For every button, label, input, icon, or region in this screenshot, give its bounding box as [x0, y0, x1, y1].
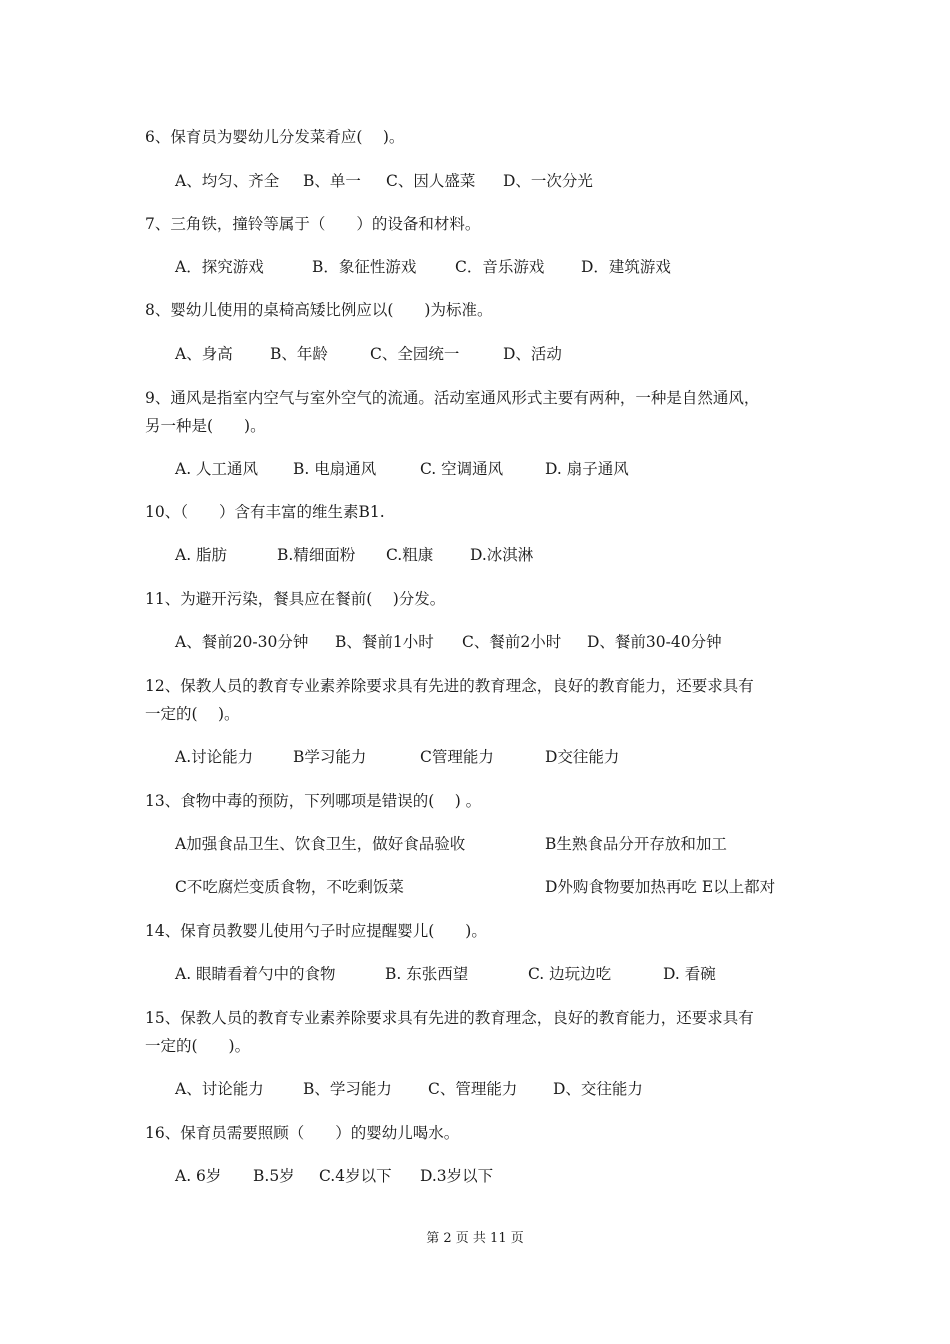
option-c: C．音乐游戏: [455, 258, 545, 276]
option-a: A、餐前20-30分钟: [175, 633, 309, 651]
option-c: C管理能力: [420, 748, 494, 766]
question-16-stem: 16、保育员需要照顾（ ）的婴幼儿喝水。: [145, 1124, 460, 1142]
option-d: D.3岁以下: [420, 1167, 494, 1185]
question-10-stem: 10、（ ）含有丰富的维生素B1.: [145, 503, 385, 521]
option-b: B．象征性游戏: [312, 258, 417, 276]
option-b: B、餐前1小时: [335, 633, 434, 651]
question-12-stem-line-1: 12、保教人员的教育专业素养除要求具有先进的教育理念，良好的教育能力，还要求具有: [145, 677, 754, 695]
option-a: A、均匀、齐全: [175, 172, 280, 190]
question-11-stem: 11、为避开污染，餐具应在餐前( )分发。: [145, 590, 446, 608]
option-c: C、餐前2小时: [462, 633, 562, 651]
option-b: B生熟食品分开存放和加工: [545, 835, 727, 853]
question-9-stem-line-1: 9、通风是指室内空气与室外空气的流通。活动室通风形式主要有两种，一种是自然通风，: [145, 389, 760, 407]
option-a: A. 脂肪: [175, 546, 228, 564]
option-c: C.4岁以下: [319, 1167, 392, 1185]
question-14-stem: 14、保育员教婴儿使用勺子时应提醒婴儿( )。: [145, 922, 487, 940]
option-b: B学习能力: [293, 748, 367, 766]
option-a: A.讨论能力: [175, 748, 254, 766]
option-a: A. 6岁: [175, 1167, 222, 1185]
option-b: B.精细面粉: [277, 546, 356, 564]
question-15-stem-line-1: 15、保教人员的教育专业素养除要求具有先进的教育理念，良好的教育能力，还要求具有: [145, 1009, 754, 1027]
option-b: B. 东张西望: [385, 965, 469, 983]
option-d: D交往能力: [545, 748, 620, 766]
option-d: D. 看碗: [663, 965, 716, 983]
option-a: A、身高: [175, 345, 233, 363]
option-d: D. 扇子通风: [545, 460, 629, 478]
option-a: A加强食品卫生、饮食卫生，做好食品验收: [175, 835, 466, 853]
page-number-footer: 第 2 页 共 11 页: [426, 1231, 524, 1246]
question-7-stem: 7、三角铁，撞铃等属于（ ）的设备和材料。: [145, 215, 481, 233]
option-b: B、学习能力: [303, 1080, 392, 1098]
option-a: A、讨论能力: [175, 1080, 264, 1098]
option-d: D、一次分光: [503, 172, 593, 190]
option-a: A. 眼睛看着勺中的食物: [175, 965, 336, 983]
option-c: C、因人盛菜: [386, 172, 476, 190]
option-b: B. 电扇通风: [293, 460, 377, 478]
option-a: A. 人工通风: [175, 460, 259, 478]
option-d: D、活动: [503, 345, 562, 363]
question-13-stem: 13、食物中毒的预防，下列哪项是错误的( ) 。: [145, 792, 482, 810]
option-a: A．探究游戏: [175, 258, 264, 276]
option-d-e: D外购食物要加热再吃 E以上都对: [545, 878, 776, 896]
option-c: C、管理能力: [428, 1080, 518, 1098]
question-9-stem-line-2: 另一种是( )。: [145, 417, 266, 435]
question-12-stem-line-2: 一定的( )。: [145, 705, 240, 723]
option-d: D．建筑游戏: [581, 258, 671, 276]
question-8-stem: 8、婴幼儿使用的桌椅高矮比例应以( )为标准。: [145, 301, 493, 319]
option-c: C.粗康: [386, 546, 434, 564]
option-b: B、年龄: [270, 345, 328, 363]
option-c: C. 边玩边吃: [528, 965, 612, 983]
question-6-stem: 6、保育员为婴幼儿分发菜肴应( )。: [145, 128, 405, 146]
option-c: C、全园统一: [370, 345, 460, 363]
option-d: D、餐前30-40分钟: [587, 633, 722, 651]
option-d: D、交往能力: [553, 1080, 643, 1098]
option-c: C. 空调通风: [420, 460, 504, 478]
option-d: D.冰淇淋: [470, 546, 534, 564]
option-b: B.5岁: [253, 1167, 295, 1185]
question-15-stem-line-2: 一定的( )。: [145, 1037, 251, 1055]
option-c: C不吃腐烂变质食物，不吃剩饭菜: [175, 878, 404, 896]
option-b: B、单一: [303, 172, 361, 190]
